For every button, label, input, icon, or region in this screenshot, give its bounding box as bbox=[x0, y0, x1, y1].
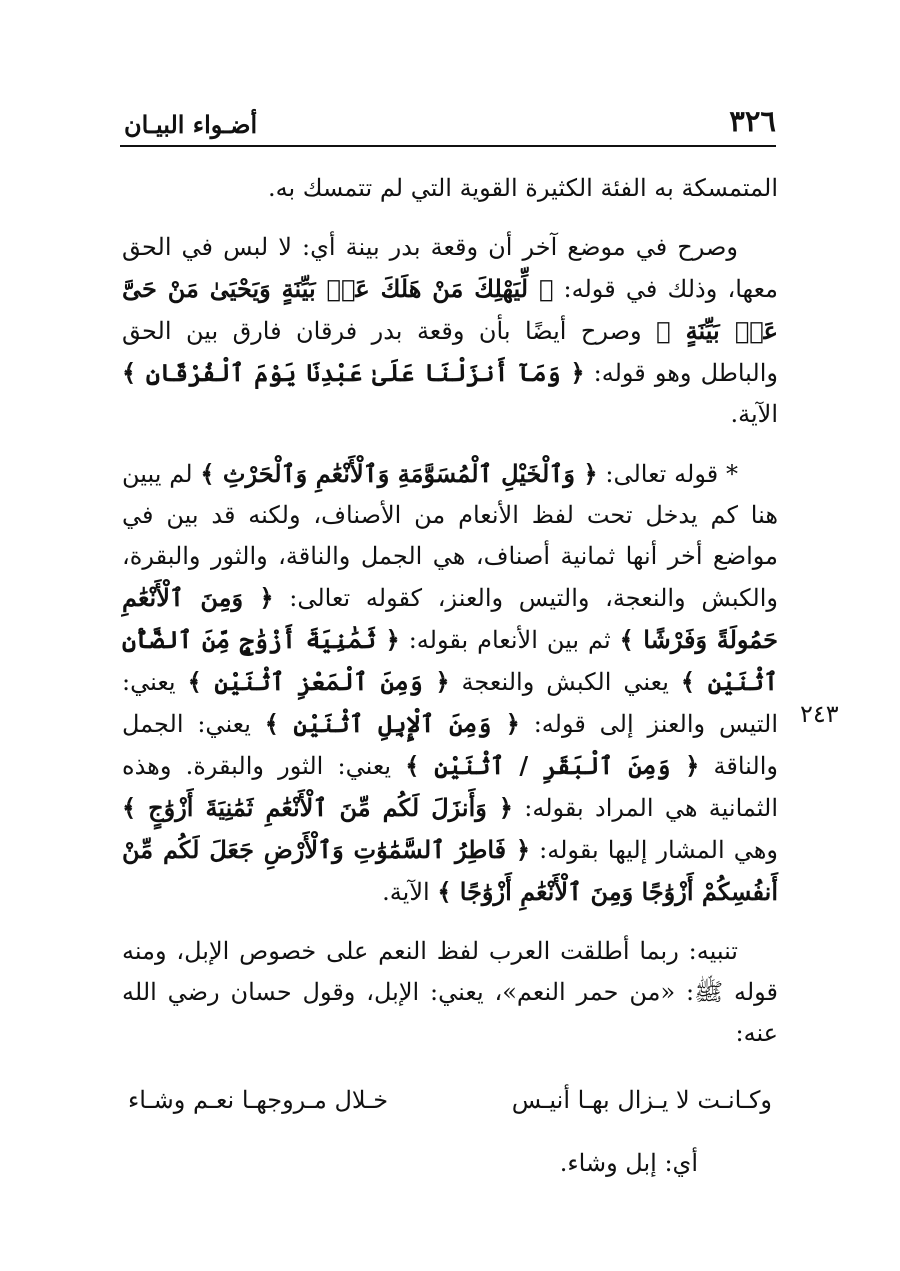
poem-first-hemistich: وكـانـت لا يـزال بهـا أنيـس bbox=[511, 1086, 772, 1114]
quran-verse: ﴿ وَٱلْخَيْلِ ٱلْمُسَوَّمَةِ وَٱلْأَنْعَٰمِ وَٱلْحَرْثِ ﴾ bbox=[200, 459, 598, 488]
header-divider bbox=[120, 145, 776, 147]
paragraph-anam: * قوله تعالى: ﴿ وَٱلْخَيْلِ ٱلْمُسَوَّمَةِ وَٱلْأَنْعَٰمِ وَٱلْحَرْثِ ﴾ لم يبين هنا كم يدخل تحت لفظ الأنعام من الأصناف، ولكنه قد بين في مواضع أخر أنها ثمانية أصناف، هي الجمل والناقة، والثور والبقرة، والكبش والنعجة، والتيس والعنز، كقوله تعالى: ﴿ وَمِنَ ٱلْأَنْعَٰمِ حَمُولَةً وَفَرْشًا ﴾ ثم بين الأنعام بقوله: ﴿ ثَمَٰنِيَةَ أَزْوَٰجٍ مِّنَ ٱلضَّأْنِ ٱثْنَيْنِ ﴾ يعني الكبش والنعجة ﴿ وَمِنَ ٱلْمَعْزِ ٱثْنَيْنِ ﴾ يعني: التيس والعنز إلى قوله: ﴿ وَمِنَ ٱلْإِبِلِ ٱثْنَيْنِ ﴾ يعني: الجمل والناقة ﴿ وَمِنَ ٱلْبَقَرِ / ٱثْنَيْنِ ﴾ يعني: الثور والبقرة. وهذه الثمانية هي المراد بقوله: ﴿ وَأَنزَلَ لَكُم مِّنَ ٱلْأَنْعَٰمِ ثَمَٰنِيَةَ أَزْوَٰجٍ ﴾ وهي المشار إليها بقوله: ﴿ فَاطِرُ ٱلسَّمَٰوَٰتِ وَٱلْأَرْضِ جَعَلَ لَكُم مِّنْ أَنفُسِكُمْ أَزْوَٰجًا وَمِنَ ٱلْأَنْعَٰمِ أَزْوَٰجًا ﴾ الآية. bbox=[122, 459, 779, 906]
quran-verse: ﴿ وَمِنَ ٱلْأَنْعَٰمِ حَمُولَةً وَفَرْشًا ﴾ bbox=[122, 583, 778, 654]
quran-verse: ﴿ وَمِنَ ٱلْإِبِلِ ٱثْنَيْنِ ﴾ bbox=[264, 709, 520, 738]
quran-verse: ﴿ وَمَآ أَنزَلْنَا عَلَىٰ عَبْدِنَا يَوْمَ ٱلْفُرْقَانِ ﴾ bbox=[122, 358, 585, 387]
book-title: أضـواء البيـان bbox=[124, 110, 258, 139]
quran-verse: ﴿ فَاطِرُ ٱلسَّمَٰوَٰتِ وَٱلْأَرْضِ جَعَلَ لَكُم مِّنْ أَنفُسِكُمْ أَزْوَٰجًا وَمِنَ ٱلْأَنْعَٰمِ أَزْوَٰجًا ﴾ bbox=[122, 835, 778, 906]
paragraph-note: تنبيه: ربما أطلقت العرب لفظ النعم على خصوص الإبل، ومنه قوله ﷺ: «من حمر النعم»، يعني: الإبل، وقول حسان رضي الله عنه: bbox=[122, 937, 778, 1047]
quran-verse: ﴿ ثَمَٰنِيَةَ أَزْوَٰجٍ مِّنَ ٱلضَّأْنِ ٱثْنَيْنِ ﴾ bbox=[122, 625, 779, 696]
margin-page-reference: ٢٤٣ bbox=[800, 700, 839, 728]
paragraph-continuation: المتمسكة به الفئة الكثيرة القوية التي لم تتمسك به. bbox=[267, 174, 778, 202]
page-body bbox=[122, 168, 778, 1202]
page-number: ٣٢٦ bbox=[729, 104, 776, 138]
quran-verse: ﴿ لِّيَهْلِكَ مَنْ هَلَكَ عَنۢ بَيِّنَةٍ وَيَحْيَىٰ مَنْ حَىَّ عَنۢ بَيِّنَةٍ ﴾ bbox=[122, 274, 778, 345]
quran-verse: ﴿ وَمِنَ ٱلْمَعْزِ ٱثْنَيْنِ ﴾ bbox=[187, 667, 450, 696]
paragraph-badr: وصرح في موضع آخر أن وقعة بدر بينة أي: لا لبس في الحق معها، وذلك في قوله: ﴿ لِّيَهْلِكَ مَنْ هَلَكَ عَنۢ بَيِّنَةٍ وَيَحْيَىٰ مَنْ حَىَّ عَنۢ بَيِّنَةٍ ﴾ وصرح أيضًا بأن وقعة بدر فرقان فارق بين الحق والباطل وهو قوله: ﴿ وَمَآ أَنزَلْنَا عَلَىٰ عَبْدِنَا يَوْمَ ٱلْفُرْقَانِ ﴾ الآية. bbox=[122, 233, 778, 428]
closing-note: أي: إبل وشاء. bbox=[559, 1149, 698, 1177]
quran-verse: ﴿ وَمِنَ ٱلْبَقَرِ / ٱثْنَيْنِ ﴾ bbox=[405, 751, 700, 780]
poem-verse bbox=[122, 1080, 778, 1121]
poem-second-hemistich: خـلال مـروجهـا نعـم وشـاء bbox=[128, 1086, 389, 1114]
page-header bbox=[120, 104, 776, 144]
quran-verse: ﴿ وَأَنزَلَ لَكُم مِّنَ ٱلْأَنْعَٰمِ ثَمَٰنِيَةَ أَزْوَٰجٍ ﴾ bbox=[122, 793, 513, 822]
